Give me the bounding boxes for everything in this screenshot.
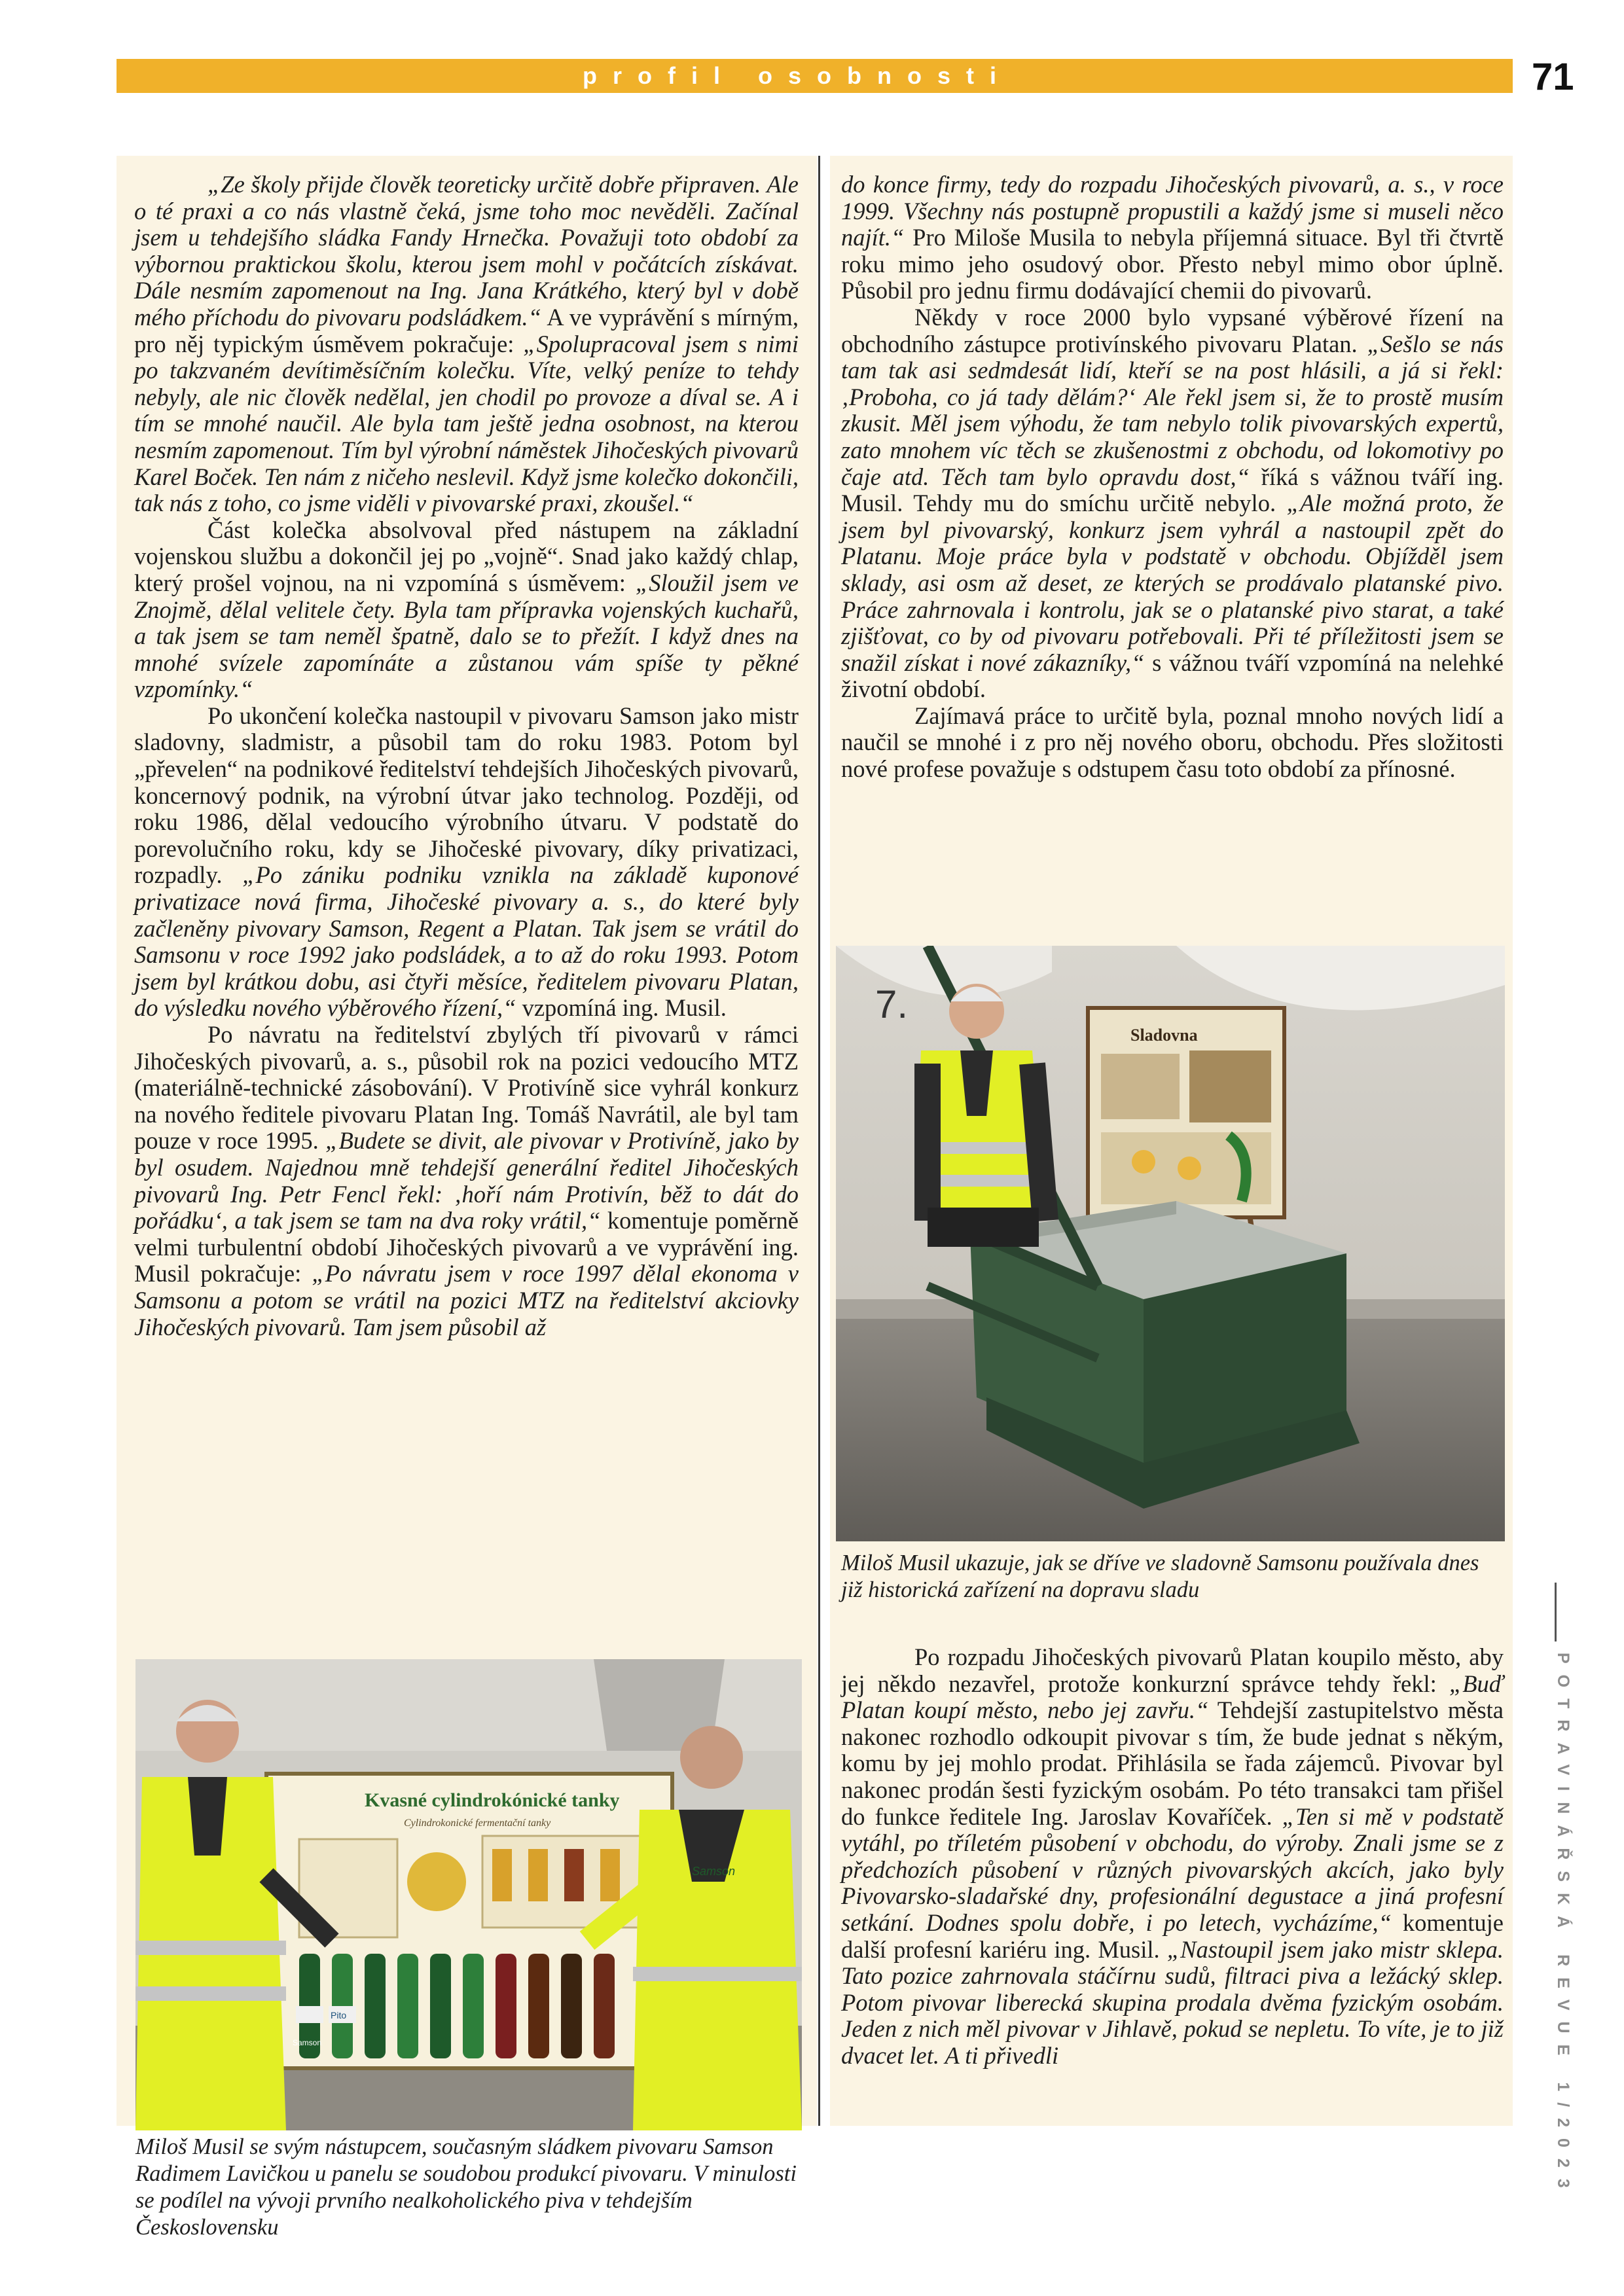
quote: „Buď Platan koupí město, nebo jej zavřu.“ <box>841 1670 1504 1724</box>
paragraph <box>134 171 799 517</box>
text-run: říká s vážnou tváří ing. Musil. Tehdy mu do smíchu určitě nebylo. <box>841 463 1504 517</box>
photo-beer-panel <box>135 1659 802 2130</box>
panel-title: Kvasné cylindrokónické tanky <box>365 1789 620 1811</box>
quote: „Budete se divit, ale pivovar v Protivíně, jako by byl osudem. Najednou mně tehdejší generální ředitel Jihočeských pivovarů Ing. Petr Fencl řekl: ‚hoří nám Protivín, běž to dát do pořádku‘, a tak jsem se tam na dva roky vrátil,“ <box>134 1127 799 1234</box>
text-run: Po ukončení kolečka nastoupil v pivovaru Samson jako mistr sladovny, sladmistr, a působil tam do roku 1983. Potom byl „převelen“ na podnikové ředitelství tehdejších Jihočeských pivovarů, koncernový podnik, na výrobní útvar jako technolog. Později, od roku 1986, dělal vedoucího výrobního útvaru. V podstatě do porevolučního roku, kdy se Jihočeské pivovary, díky privatizaci, rozpadly. <box>134 702 799 889</box>
photo-malt-cart-caption: Miloš Musil ukazuje, jak se dříve ve sladovně Samsonu používala dnes již historická zařízení na dopravu sladu <box>841 1551 1479 1602</box>
panel-subtitle: Cylindrokonické fermentační tanky <box>404 1818 551 1829</box>
paragraph <box>841 1644 1504 2070</box>
text-run: A ve vyprávění s mírným, pro něj typickým úsměvem pokračuje: <box>134 303 799 357</box>
text-run: Pro Miloše Musila to nebyla příjemná situace. Byl tři čtvrtě roku mimo jeho osudový obor. Přesto nebyl mimo obor úplně. Působil pro jednu firmu dodávající chemii do pivovarů. <box>841 224 1504 304</box>
quote: „Po zániku podniku vznikla na základě kuponové privatizace nová firma, Jihočeské pivovary a. s., do které byly začleněny pivovary Samson, Regent a Platan. Tak jsem se vrátil do Samsonu v roce 1992 jako podsládek, a to až do roku 1993. Potom jsem byl krátkou dobu, asi čtyři měsíce, ředitelem pivovaru Platan, do výsledku nového výběrového řízení,“ <box>134 861 799 1022</box>
paragraph <box>841 304 1504 703</box>
quote: „Sloužil jsem ve Znojmě, dělal velitele čety. Byla tam přípravka vojenských kuchařů, a tak jsem se tam neměl špatně, dalo se to přežít. I když dnes na mnohé svízele zapomínáte a zůstanou vám spíše ty pěkné vzpomínky.“ <box>134 569 799 703</box>
quote: „Sešlo se nás tam tak asi sedmdesát lidí, kteří se na post hlásili, a já si řekl: ‚Proboha, co já tady dělám?‘ Ale řekl jsem si, že to prostě musím zkusit. Měl jsem výhodu, že tam nebylo tolik pivovarských expertů, zato mnohem víc těch se zkušenostmi z obchodu, od lokomotivy po čaje atd. Těch tam bylo opravdu dost,“ <box>841 330 1504 490</box>
vest-label: Samson <box>692 1865 736 1878</box>
journal-vertical-label: POTRAVINÁŘSKÁ REVUE 1/2023 <box>1554 1653 1572 2199</box>
text-run: s vážnou tváří vzpomíná na nelehké životní období. <box>841 649 1504 703</box>
text-run: komentuje další profesní kariéru ing. Musil. <box>841 1909 1504 1963</box>
text-run: Po návratu na ředitelství zbylých tří pivovarů v rámci Jihočeských pivovarů, a. s., působil rok na pozici vedoucího MTZ (materiálně-technické zásobování). V Protivíně sice vyhrál konkurz na nového ředitele pivovaru Platan Ing. Tomáš Navrátil, ale byl tam pouze v roce 1995. <box>134 1021 799 1155</box>
photo-malt-cart <box>836 946 1505 1541</box>
quote: do konce firmy, tedy do rozpadu Jihočeských pivovarů, a. s., v roce 1999. Všechny nás postupně propustili a každý jsme si museli něco najít.“ <box>841 171 1504 251</box>
bottle-label-samson: Samson <box>293 2038 322 2047</box>
text-run: vzpomíná ing. Musil. <box>516 994 727 1022</box>
text-run: Tehdejší zastupitelstvo města nakonec rozhodlo odkoupit pivovar s tím, že bude jednat s někým, komu by jej mohlo prodat. Přihlásila se řada zájemců. Pivovar byl nakonec prodán šesti fyzickým osobám. Po této transakci tam přišel do funkce ředitele Ing. Jaroslav Kovaříček. <box>841 1696 1504 1830</box>
photo-beer-panel-illustration <box>135 1659 802 2130</box>
photo-malt-cart-illustration <box>836 946 1505 1541</box>
page-number: 71 <box>1532 56 1574 98</box>
text-run: Po rozpadu Jihočeských pivovarů Platan koupilo město, aby jej někdo nezavřel, protože konkurzní správce tehdy řekl: <box>841 1643 1504 1697</box>
side-rule <box>1555 1583 1557 1641</box>
text-run: Zajímavá práce to určitě byla, poznal mnoho nových lidí a naučil se mnohé i z pro něj nového oboru, obchodu. Přes složitosti nové profese považuje s odstupem času toto období za přínosné. <box>841 702 1504 783</box>
paragraph <box>841 703 1504 783</box>
quote: „Ale možná proto, že jsem byl pivovarský, konkurz jsem vyhrál a nastoupil zpět do Platanu. Moje práce byla v podstatě v obchodu. Objížděl jsem sklady, asi osm až deset, ze kterých se prodávalo platanské pivo. Práce zahrnovala i kontrolu, jak se o platanské pivo starat, a také zjišťovat, co by od pivovaru potřebovali. Při té příležitosti jsem se snažil získat i nové zákazníky,“ <box>841 490 1504 676</box>
text-run: komentuje poměrně velmi turbulentní období Jihočeských pivovarů a ve vyprávění ing. Musil pokračuje: <box>134 1207 799 1287</box>
text-run: Část kolečka absolvoval před nástupem na základní vojenskou službu a dokončil jej po „vojně“. Snad jako každý chlap, který prošel vojnou, na ni vzpomíná s úsměvem: <box>134 516 799 596</box>
text-run: Někdy v roce 2000 bylo vypsané výběrové řízení na obchodního zástupce protivínského pivovaru Platan. <box>841 303 1504 357</box>
paragraph <box>134 703 799 1022</box>
quote: „Ten si mě v podstatě vytáhl, po tříletém působení v obchodu, do výroby. Znali jsme se z předchozích působení v různých pivovarských akcích, jako byly Pivovarsko-sladařské dny, profesionální degustace a jiná profesní setkání. Dodnes spolu dobře, i po letech, vycházíme,“ <box>841 1803 1504 1936</box>
paragraph <box>841 171 1504 304</box>
right-column-text-lower <box>841 1644 1504 2070</box>
right-column-text-upper <box>841 171 1504 783</box>
quote: „Ze školy přijde člověk teoreticky určitě dobře připraven. Ale o té praxi a co nás vlastně čeká, jsme toho moc nevěděli. Začínal jsem u tehdejšího sládka Fandy Hrnečka. Považuji toto období za výbornou praktickou školu, kterou jsem mohl v počátcích získávat. Dále nesmím zapomenout na Ing. Jana Krátkého, který byl v době mého příchodu do pivovaru podsládkem.“ <box>134 171 799 331</box>
quote: „Spolupracoval jsem s nimi po takzvaném devítiměsíčním kolečku. Víte, velký peníze to tehdy nebyly, ale nic člověk nedělal, jen chodil po provoze a díval se. A i tím se mnohé naučil. Ale byla tam ještě jedna osobnost, na kterou nesmím zapomenout. Tím byl výrobní náměstek Jihočeských pivovarů Karel Boček. Ten nám z ničeho neslevil. Když jsme kolečko dokončili, tak nás z toho, co jsme viděli v pivovarské praxi, zkoušel.“ <box>134 330 799 517</box>
bottle-label-pito: Pito <box>331 2010 347 2020</box>
poster-title: Sladovna <box>1130 1026 1198 1045</box>
wall-number: 7. <box>875 982 909 1026</box>
section-title: profil osobnosti <box>583 62 1012 89</box>
quote: „Nastoupil jsem jako mistr sklepa. Tato pozice zahrnovala stáčírnu sudů, filtraci piva a ležácký sklep. Potom pivovar liberecká skupina prodala dvěma fyzickým osobám. Jeden z nich měl pivovar v Jihlavě, pokud se nepletu. To víte, je to již dvacet let. A ti přivedli <box>841 1935 1504 2069</box>
column-divider <box>818 156 820 2126</box>
quote: „Po návratu jsem v roce 1997 dělal ekonoma v Samsonu a potom se vrátil na pozici MTZ na ředitelství akciovky Jihočeských pivovarů. Tam jsem působil až <box>134 1260 799 1340</box>
left-column-text <box>134 171 799 1340</box>
photo-beer-panel-caption: Miloš Musil se svým nástupcem, současným sládkem pivovaru Samson Radimem Lavičkou u panelu se soudobou produkcí pivovaru. V minulosti se podílel na vývoji prvního nealkoholického piva v tehdejším Československu <box>135 2134 797 2240</box>
paragraph <box>134 517 799 703</box>
paragraph <box>134 1022 799 1340</box>
